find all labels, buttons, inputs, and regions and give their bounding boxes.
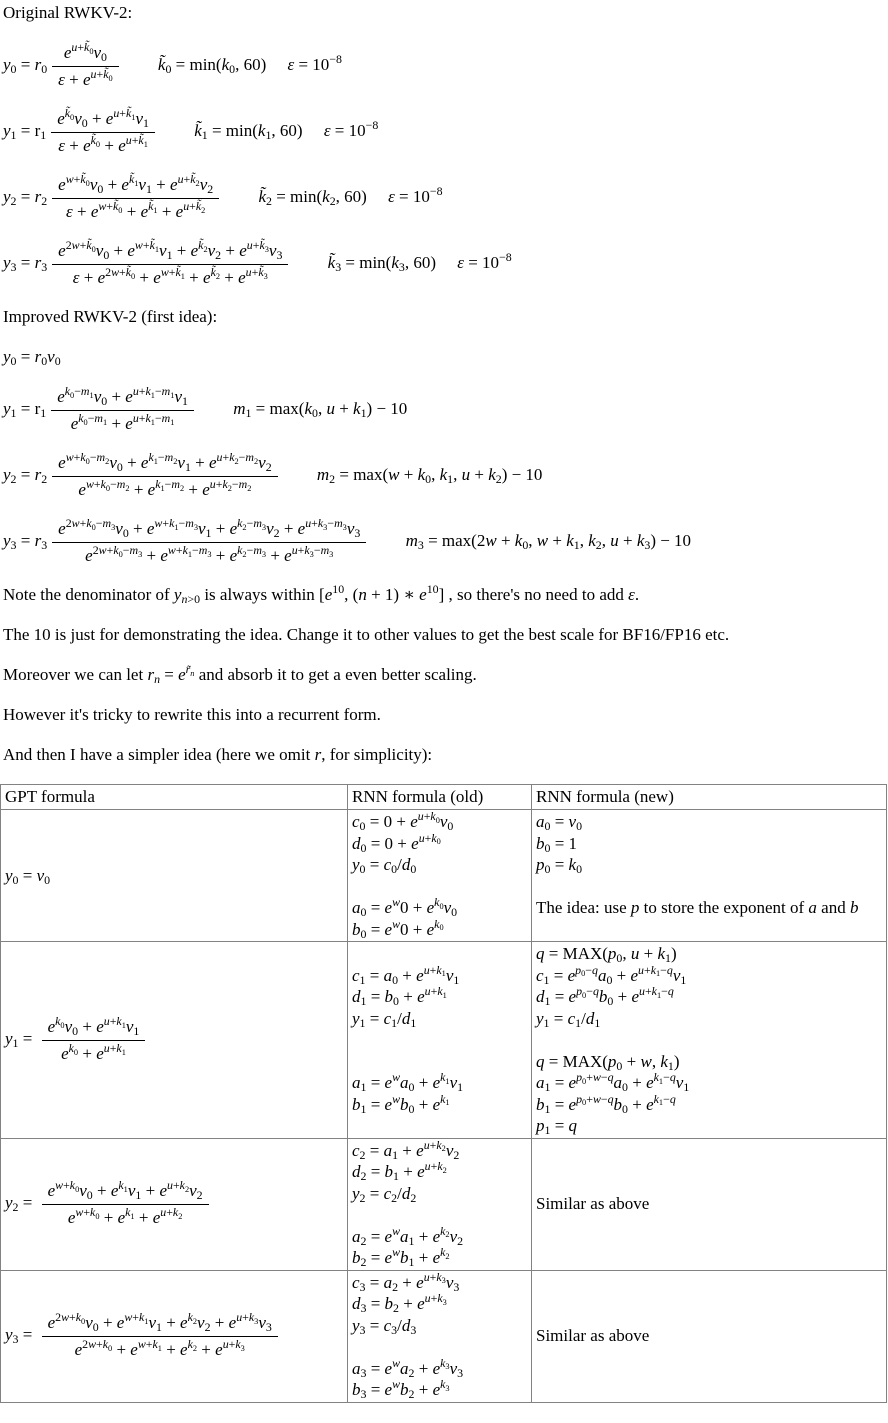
table-cell-line: $y_0 = v_0$ <box>5 865 51 888</box>
section-heading-original: Original RWKV-2: <box>3 3 133 22</box>
table-cell-line: $c_1 = a_0 + e^{u+k_1}v_1$ <box>352 962 460 987</box>
table-header-cell: RNN formula (new) <box>532 785 887 810</box>
table-cell-line: $d_1 = b_0 + e^{u+k_1}$ <box>352 984 447 1009</box>
table-cell-line: $y_1$ = $\frac{e^{k_0}v_0 + e^{u+k_1}v_1}{e^{k_0} + e^{u+k_1}}$ <box>5 1016 343 1064</box>
table-row <box>1 1138 887 1270</box>
section-heading-improved: Improved RWKV-2 (first idea): <box>3 307 218 326</box>
table-cell-line: $y_1 = c_1/d_1$ <box>352 1008 417 1030</box>
table-cell-line <box>536 1029 882 1051</box>
table-cell-new <box>532 942 887 1139</box>
original-formula-list <box>3 42 884 288</box>
table-cell-line <box>536 876 882 898</box>
table-cell-line: $p_0 = k_0$ <box>536 855 583 877</box>
formula-line: $y_2 = r_2$ $\frac{e^{w+k̃_0}v_0 + e^{k̃_1}v_1 + e^{u+k̃_2}v_2}{\varepsilon + e^{w+k̃_0} + e^{k̃_1} + e^{u+k̃_2}}$ $k̃_2 = \min(k_2$, 60) $\varepsilon = 10^{-8}$ <box>3 172 443 221</box>
table-cell-line: $a_1 = e^wa_0 + e^{k_1}v_1$ <box>352 1070 464 1095</box>
table-cell-line: $p_1 = q$ <box>536 1116 578 1138</box>
table-cell-gpt <box>1 942 348 1139</box>
table-header-row <box>1 785 887 810</box>
table-cell-line: $a_2 = e^wa_1 + e^{k_2}v_2$ <box>352 1223 464 1248</box>
table-cell-line: $d_3 = b_2 + e^{u+k_3}$ <box>352 1291 447 1316</box>
table-row <box>1 942 887 1139</box>
table-cell-line: Similar as above <box>536 1326 650 1346</box>
table-cell-line: $b_1 = e^wb_0 + e^{k_1}$ <box>352 1091 450 1116</box>
note-paragraph: The 10 is just for demonstrating the idea. Change it to other values to get the best scale for BF16/FP16 etc. <box>3 625 730 644</box>
table-cell-new <box>532 810 887 942</box>
table-cell-line: $a_3 = e^wa_2 + e^{k_3}v_3$ <box>352 1355 464 1380</box>
table-cell-gpt <box>1 1138 348 1270</box>
table-cell-new <box>532 1138 887 1270</box>
table-row <box>1 1270 887 1402</box>
table-cell-line: $c_3 = a_2 + e^{u+k_3}v_3$ <box>352 1270 460 1294</box>
table-cell-new <box>532 1270 887 1402</box>
formula-line: $y_3 = r_3$ $\frac{e^{2w+k̃_0}v_0 + e^{w+k̃_1}v_1 + e^{k̃_2}v_2 + e^{u+k̃_3}v_3}{\varepsilon + e^{2w+k̃_0} + e^{w+k̃_1} + e^{k̃_2} + e^{u+k̃_3}}$ $k̃_3 = \min(k_3$, 60) $\varepsilon = 10^{-8}$ <box>3 238 512 287</box>
formula-line: $y_1 = r_1$ $\frac{e^{k_0-m_1}v_0 + e^{u+k_1-m_1}v_1}{e^{k_0-m_1} + e^{u+k_1-m_1}}$ $m_1 = \max(k_0$, $u + k_1) - 10$ <box>3 384 408 433</box>
table-cell-line: $d_0 = 0 + e^{u+k_0}$ <box>352 830 441 855</box>
table-cell-line: $y_1 = c_1/d_1$ <box>536 1008 601 1030</box>
note-paragraph: Note the denominator of $y_{n>0}$ is always within [$e^{10}$, (n + 1) ∗ $e^{10}$] , so there's no need to add ε. <box>3 582 640 607</box>
notes-list <box>3 584 884 766</box>
table-cell-line <box>352 1029 527 1051</box>
table-row <box>1 810 887 942</box>
table-body <box>1 810 887 1403</box>
table-cell-line: $q = MAX(p_0$, $u + k_1$) <box>536 944 677 966</box>
formula-line: $y_0 = r_0v_0$ <box>3 347 61 369</box>
table-cell-gpt <box>1 1270 348 1402</box>
table-cell-line: $c_1 = e^{p_0-q}a_0 + e^{u+k_1-q}v_1$ <box>536 962 687 987</box>
table-cell-line: $a_0 = e^w0 + e^{k_0}v_0$ <box>352 895 458 920</box>
table-cell-line: $y_2$ = $\frac{e^{w+k_0}v_0 + e^{k_1}v_1 + e^{u+k_2}v_2}{e^{w+k_0} + e^{k_1} + e^{u+k_2}}$ <box>5 1180 343 1228</box>
table-cell-line: $b_0 = e^w0 + e^{k_0}$ <box>352 916 444 941</box>
table-cell-line: $b_3 = e^wb_2 + e^{k_3}$ <box>352 1377 450 1402</box>
table-cell-line: $b_1 = e^{p_0+w-q}b_0 + e^{k_1-q}$ <box>536 1091 676 1116</box>
formula-line: $y_1 = r_1$ $\frac{e^{k̃_0}v_0 + e^{u+k̃_1}v_1}{\varepsilon + e^{k̃_0} + e^{u+k̃_1}}$ $k̃_1 = \min(k_1$, 60) $\varepsilon = 10^{-8}$ <box>3 106 379 155</box>
table-cell-line: $d_1 = e^{p_0-q}b_0 + e^{u+k_1-q}$ <box>536 984 674 1009</box>
formula-line: $y_2 = r_2$ $\frac{e^{w+k_0-m_2}v_0 + e^{k_1-m_2}v_1 + e^{u+k_2-m_2}v_2}{e^{w+k_0-m_2} + e^{k_1-m_2} + e^{u+k_2-m_2}}$ $m_2 = \max(w + k_0$, $k_1$, $u + k_2) - 10$ <box>3 450 543 499</box>
formula-line: $y_3 = r_3$ $\frac{e^{2w+k_0-m_3}v_0 + e^{w+k_1-m_3}v_1 + e^{k_2-m_3}v_2 + e^{u+k_3-m_3}v_3}{e^{2w+k_0-m_3} + e^{w+k_1-m_3} + e^{k_2-m_3} + e^{u+k_3-m_3}}$ $m_3 = \max(2w + k_0$, $w + k_1$, $k_2$, $u + k_3) - 10$ <box>3 516 692 565</box>
table-cell-line: The idea: use p to store the exponent of a and b <box>536 898 859 917</box>
note-paragraph: However it's tricky to rewrite this into a recurrent form. <box>3 705 381 724</box>
table-cell-line: $y_0 = c_0/d_0$ <box>352 855 417 877</box>
table-cell-line: $y_3 = c_3/d_3$ <box>352 1315 417 1337</box>
table-cell-line: $y_3$ = $\frac{e^{2w+k_0}v_0 + e^{w+k_1}v_1 + e^{k_2}v_2 + e^{u+k_3}v_3}{e^{2w+k_0} + e^{w+k_1} + e^{k_2} + e^{u+k_3}}$ <box>5 1312 343 1360</box>
table-cell-line <box>352 1204 527 1226</box>
table-cell-old <box>348 810 532 942</box>
table-header-cell: GPT formula <box>1 785 348 810</box>
comparison-table <box>0 784 887 1403</box>
table-cell-line <box>352 943 527 965</box>
table-header-cell: RNN formula (old) <box>348 785 532 810</box>
table-cell-line <box>352 1051 527 1073</box>
table-cell-old <box>348 942 532 1139</box>
table-cell-line: $b_0 = 1$ <box>536 833 578 855</box>
table-cell-line <box>352 876 527 898</box>
table-cell-line: $b_2 = e^wb_1 + e^{k_2}$ <box>352 1245 450 1270</box>
table-cell-line: $q = MAX(p_0 + w$, $k_1$) <box>536 1051 680 1073</box>
table-cell-line <box>352 1336 527 1358</box>
table-cell-line: $c_0 = 0 + e^{u+k_0}v_0$ <box>352 809 454 834</box>
note-paragraph: And then I have a simpler idea (here we omit r, for simplicity): <box>3 745 433 764</box>
table-cell-old <box>348 1138 532 1270</box>
table-cell-line: $d_2 = b_1 + e^{u+k_2}$ <box>352 1159 447 1184</box>
table-cell-line: $a_0 = v_0$ <box>536 812 583 834</box>
table-cell-line: $c_2 = a_1 + e^{u+k_2}v_2$ <box>352 1138 460 1162</box>
table-cell-line: $a_1 = e^{p_0+w-q}a_0 + e^{k_1-q}v_1$ <box>536 1070 690 1095</box>
table-cell-gpt <box>1 810 348 942</box>
note-paragraph: Moreover we can let $r_n = e^{r̃_n}$ and absorb it to get a even better scaling. <box>3 662 477 687</box>
table-cell-line: Similar as above <box>536 1194 650 1214</box>
formula-line: $y_0 = r_0$ $\frac{e^{u+k̃_0}v_0}{\varepsilon + e^{u+k̃_0}}$ $k̃_0 = \min(k_0$, 60) $\varepsilon = 10^{-8}$ <box>3 40 342 89</box>
improved-formula-list <box>3 346 884 566</box>
table-cell-line: $y_2 = c_2/d_2$ <box>352 1183 417 1205</box>
table-cell-old <box>348 1270 532 1402</box>
